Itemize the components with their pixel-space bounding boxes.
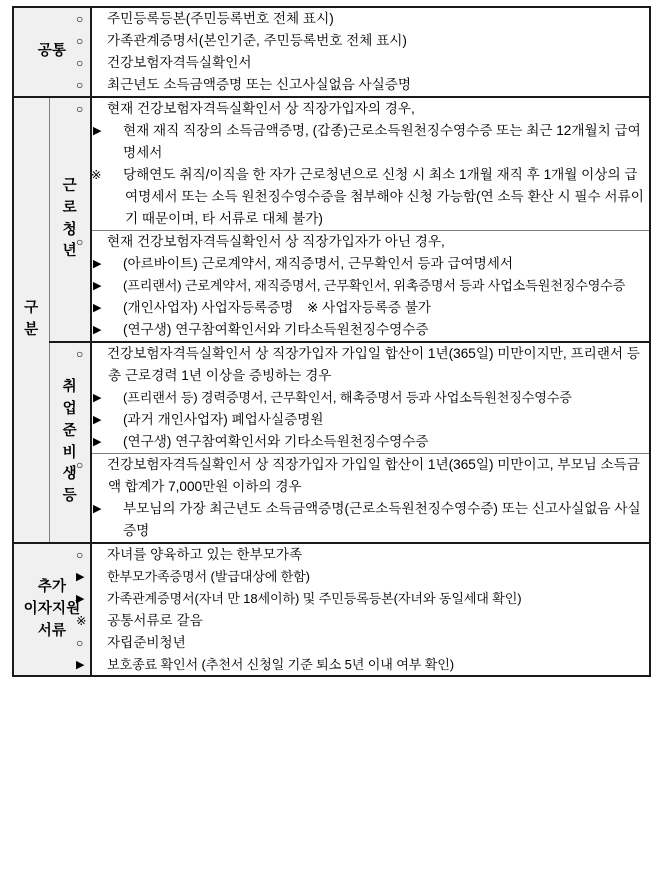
- list-item: [92, 253, 649, 275]
- circle-marker-icon: ○: [76, 547, 84, 562]
- circle-marker-icon: ○: [76, 235, 84, 250]
- circle-marker-icon: ○: [76, 78, 84, 93]
- group-label-classification: [13, 97, 49, 543]
- item-list: [76, 98, 649, 230]
- list-item-text: 부모님의 가장 최근년도 소득금액증명(근로소득원천징수영수증) 또는 신고사실없음 사실증명: [123, 500, 641, 538]
- row-label-common-text: 공통: [37, 43, 67, 60]
- item-list: [76, 544, 649, 675]
- section-label-char: 취: [62, 379, 77, 396]
- list-item: [92, 409, 649, 431]
- circle-marker-icon: ○: [76, 12, 84, 26]
- section-label-char: 업: [62, 401, 77, 417]
- triangle-marker-icon: ▶: [93, 502, 102, 515]
- list-item-text: (과거 개인사업자) 폐업사실증명원: [123, 411, 324, 427]
- row-label-line: 서류: [37, 622, 67, 639]
- table-row: [13, 342, 650, 453]
- list-item-text: 보호종료 확인서 (추천서 신청일 기준 퇴소 5년 이내 여부 확인): [107, 656, 454, 672]
- circle-marker-icon: ○: [76, 102, 84, 117]
- list-item-text: 가족관계증명서(자녀 만 18세이하) 및 주민등록등본(자녀와 동일세대 확인): [107, 590, 522, 606]
- table-row: [13, 543, 650, 676]
- list-item-text: (프리랜서 등) 경력증명서, 근무확인서, 해촉증명서 등과 사업소득원천징수영수증: [123, 390, 572, 406]
- circle-marker-icon: ○: [76, 34, 84, 49]
- list-item: [76, 74, 649, 96]
- list-item: [76, 544, 649, 566]
- list-item-text: 주민등록등본(주민등록번호 전체 표시): [107, 11, 334, 26]
- section-label-char: 근: [62, 178, 77, 195]
- list-item: [92, 275, 649, 297]
- triangle-marker-icon: ▶: [93, 302, 102, 314]
- list-item: [76, 52, 649, 74]
- triangle-marker-icon: ▶: [93, 435, 102, 448]
- section-content-job-seeker-career: [76, 342, 650, 453]
- list-item-text: (연구생) 연구참여확인서와 기타소득원천징수영수증: [123, 433, 429, 449]
- list-item: [92, 387, 649, 409]
- requirements-table: [12, 6, 651, 677]
- list-item: [76, 632, 649, 654]
- circle-marker-icon: ○: [76, 56, 84, 71]
- list-item-text: 자녀를 양육하고 있는 한부모가족: [107, 546, 303, 562]
- list-item-text: 한부모가족증명서 (발급대상에 한함): [107, 568, 310, 584]
- triangle-marker-icon: ▶: [76, 570, 85, 583]
- vertical-label-stack: [50, 377, 91, 508]
- section-label-working-youth: [49, 97, 91, 342]
- section-content-working-youth-not-employed: [76, 231, 650, 342]
- list-item-text: 가족관계증명서(본인기준, 주민등록번호 전체 표시): [107, 33, 407, 49]
- triangle-marker-icon: ▶: [93, 392, 102, 405]
- group-label-char: 구: [24, 300, 39, 317]
- item-list: [76, 343, 649, 453]
- vertical-label-stack: [50, 176, 91, 263]
- list-item: [76, 654, 649, 676]
- note-marker-icon: ※: [76, 613, 87, 628]
- table-row: [13, 453, 650, 543]
- list-item-text: 현재 건강보험자격득실확인서 상 직장가입자의 경우,: [107, 101, 415, 117]
- section-content-working-youth-employed: [76, 97, 650, 231]
- vertical-label-stack: [14, 298, 49, 342]
- group-label-char: 분: [24, 322, 39, 339]
- triangle-marker-icon: ▶: [93, 125, 102, 138]
- item-list: [76, 454, 649, 542]
- table-body: [13, 7, 650, 676]
- list-item: [76, 588, 649, 610]
- list-item: [76, 610, 649, 632]
- list-item-text: 현재 건강보험자격득실확인서 상 직장가입자가 아닌 경우,: [107, 234, 445, 250]
- section-label-char: 로: [62, 199, 77, 216]
- section-label-job-seeker: [49, 342, 91, 543]
- row-label-line: 이자지원: [23, 600, 81, 617]
- list-item: [76, 98, 649, 120]
- list-item-text: 최근년도 소득금액증명 또는 신고사실없음 사실증명: [107, 77, 412, 93]
- row-content-additional-interest-support: [76, 543, 650, 676]
- row-label-line: 추가: [37, 579, 67, 596]
- section-label-char: 등: [62, 488, 77, 504]
- list-item-text: 공통서류로 갈음: [107, 612, 203, 628]
- list-item-text: 현재 재직 직장의 소득금액증명, (갑종)근로소득원천징수영수증 또는 최근 12개월치 급여명세서: [123, 123, 641, 161]
- list-item-text: 건강보험자격득실확인서: [107, 55, 252, 71]
- section-label-char: 청: [62, 221, 77, 238]
- section-content-job-seeker-parents-income: [76, 453, 650, 543]
- list-item: [92, 164, 649, 230]
- section-label-char: 생: [62, 466, 77, 483]
- section-label-char: 비: [62, 444, 77, 461]
- list-item-text: 당해연도 취직/이직을 한 자가 근로청년으로 신청 시 최소 1개월 재직 후 1개월 이상의 급여명세서 또는 소득 원천징수영수증을 첨부해야 신청 가능함(연 소득 환산 시 필수 서류이기 때문이며, 타 서류로 대체 불가): [123, 167, 644, 227]
- list-item: [76, 454, 649, 498]
- triangle-marker-icon: ▶: [93, 280, 102, 293]
- list-item: [76, 30, 649, 52]
- list-item: [92, 120, 649, 164]
- table-row: [13, 7, 650, 97]
- list-item: [92, 319, 649, 341]
- list-item-text: (연구생) 연구참여확인서와 기타소득원천징수영수증: [123, 322, 429, 338]
- item-list: [76, 231, 649, 341]
- section-label-char: 년: [62, 243, 77, 260]
- section-label-char: 준: [62, 422, 77, 439]
- table-row: [13, 231, 650, 342]
- triangle-marker-icon: ▶: [93, 324, 102, 337]
- circle-marker-icon: ○: [76, 457, 84, 472]
- triangle-marker-icon: ▶: [76, 592, 85, 605]
- list-item-text: 자립준비청년: [107, 634, 186, 650]
- list-item: [92, 498, 649, 542]
- list-item: [92, 297, 649, 319]
- list-item: [76, 231, 649, 253]
- table-row: [13, 97, 650, 231]
- list-item-text: 건강보험자격득실확인서 상 직장가입자 가입일 합산이 1년(365일) 미만이고, 부모님 소득금액 합계가 7,000만원 이하의 경우: [107, 456, 640, 494]
- list-item-text: (프리랜서) 근로계약서, 재직증명서, 근무확인서, 위촉증명서 등과 사업소득원천징수영수증: [123, 278, 626, 294]
- list-item: [76, 8, 649, 30]
- list-item: [92, 431, 649, 453]
- note-marker-icon: ※: [91, 168, 102, 183]
- triangle-marker-icon: ▶: [93, 413, 102, 426]
- circle-marker-icon: ○: [76, 635, 84, 650]
- list-item-text: 건강보험자격득실확인서 상 직장가입자 가입일 합산이 1년(365일) 미만이지만, 프리랜서 등 총 근로경력 1년 이상을 증빙하는 경우: [107, 346, 640, 384]
- triangle-marker-icon: ▶: [93, 258, 102, 271]
- item-list: [76, 8, 649, 96]
- label-line-stack: [14, 577, 90, 642]
- list-item: [76, 343, 649, 387]
- circle-marker-icon: ○: [76, 347, 84, 362]
- triangle-marker-icon: ▶: [76, 658, 85, 671]
- list-item-text: (아르바이트) 근로계약서, 재직증명서, 근무확인서 등과 급여명세서: [123, 256, 514, 272]
- list-item: [76, 566, 649, 588]
- list-item-text: (개인사업자) 사업자등록증명 ※ 사업자등록증 불가: [123, 300, 432, 315]
- row-content-common: [76, 7, 650, 97]
